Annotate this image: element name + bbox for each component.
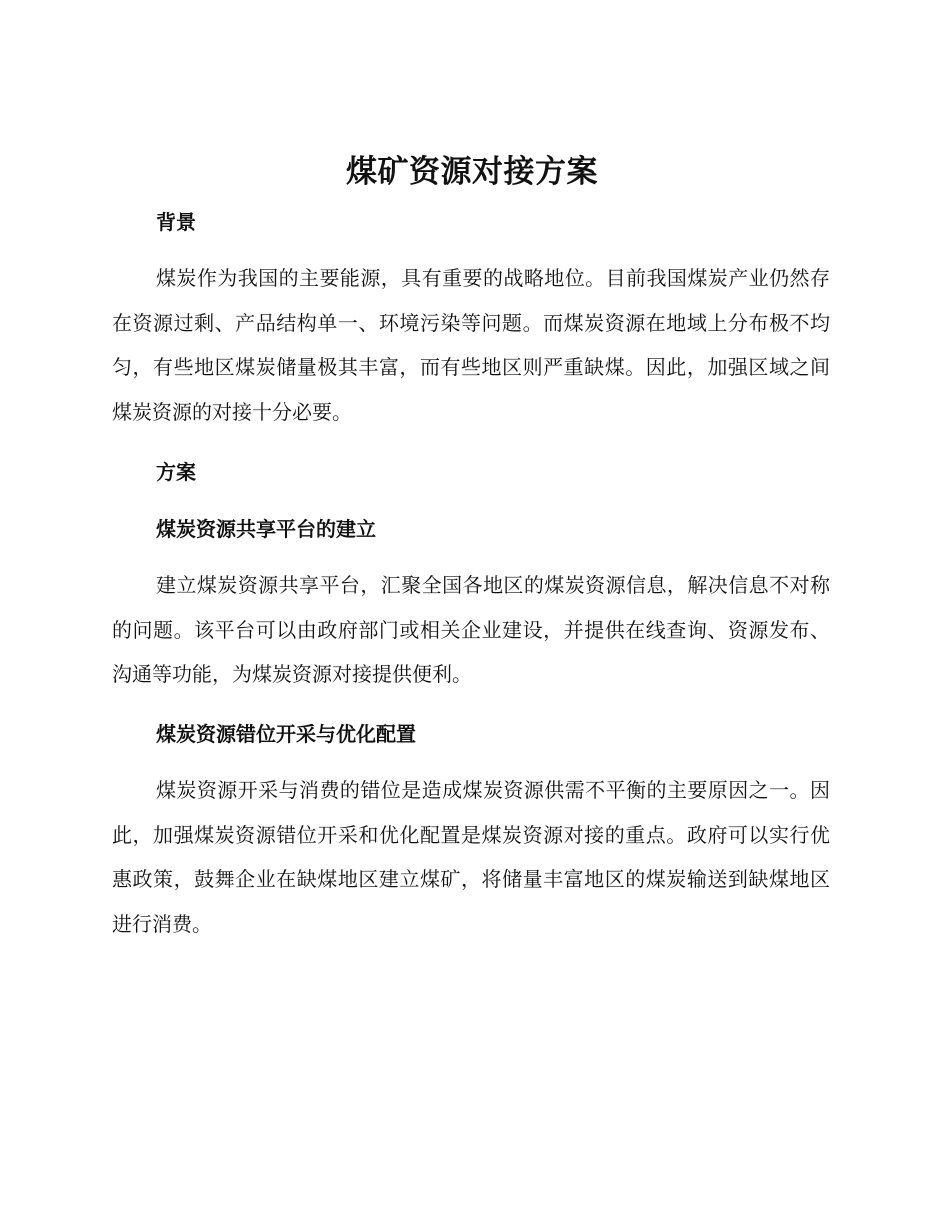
paragraph-background: 煤炭作为我国的主要能源，具有重要的战略地位。目前我国煤炭产业仍然存在资源过剩、产品结构单一、环境污染等问题。而煤炭资源在地域上分布极不均匀，有些地区煤炭储量极其丰富，而有些地区则严重缺煤。因此，加强区域之间煤炭资源的对接十分必要。 [112,266,830,424]
paragraph-optimized-allocation: 煤炭资源开采与消费的错位是造成煤炭资源供需不平衡的主要原因之一。因此，加强煤炭资源错位开采和优化配置是煤炭资源对接的重点。政府可以实行优惠政策，鼓舞企业在缺煤地区建立煤矿，将储量丰富地区的煤炭输送到缺煤地区进行消费。 [112,778,830,936]
section-heading-background: 背景 [156,210,196,234]
paragraph-sharing-platform: 建立煤炭资源共享平台，汇聚全国各地区的煤炭资源信息，解决信息不对称的问题。该平台可以由政府部门或相关企业建设，并提供在线查询、资源发布、沟通等功能，为煤炭资源对接提供便利。 [112,573,830,686]
page-title: 煤矿资源对接方案 [346,154,598,190]
section-heading-sharing-platform: 煤炭资源共享平台的建立 [156,517,376,541]
section-heading-plan: 方案 [156,460,196,484]
section-heading-optimized-allocation: 煤炭资源错位开采与优化配置 [156,722,416,746]
